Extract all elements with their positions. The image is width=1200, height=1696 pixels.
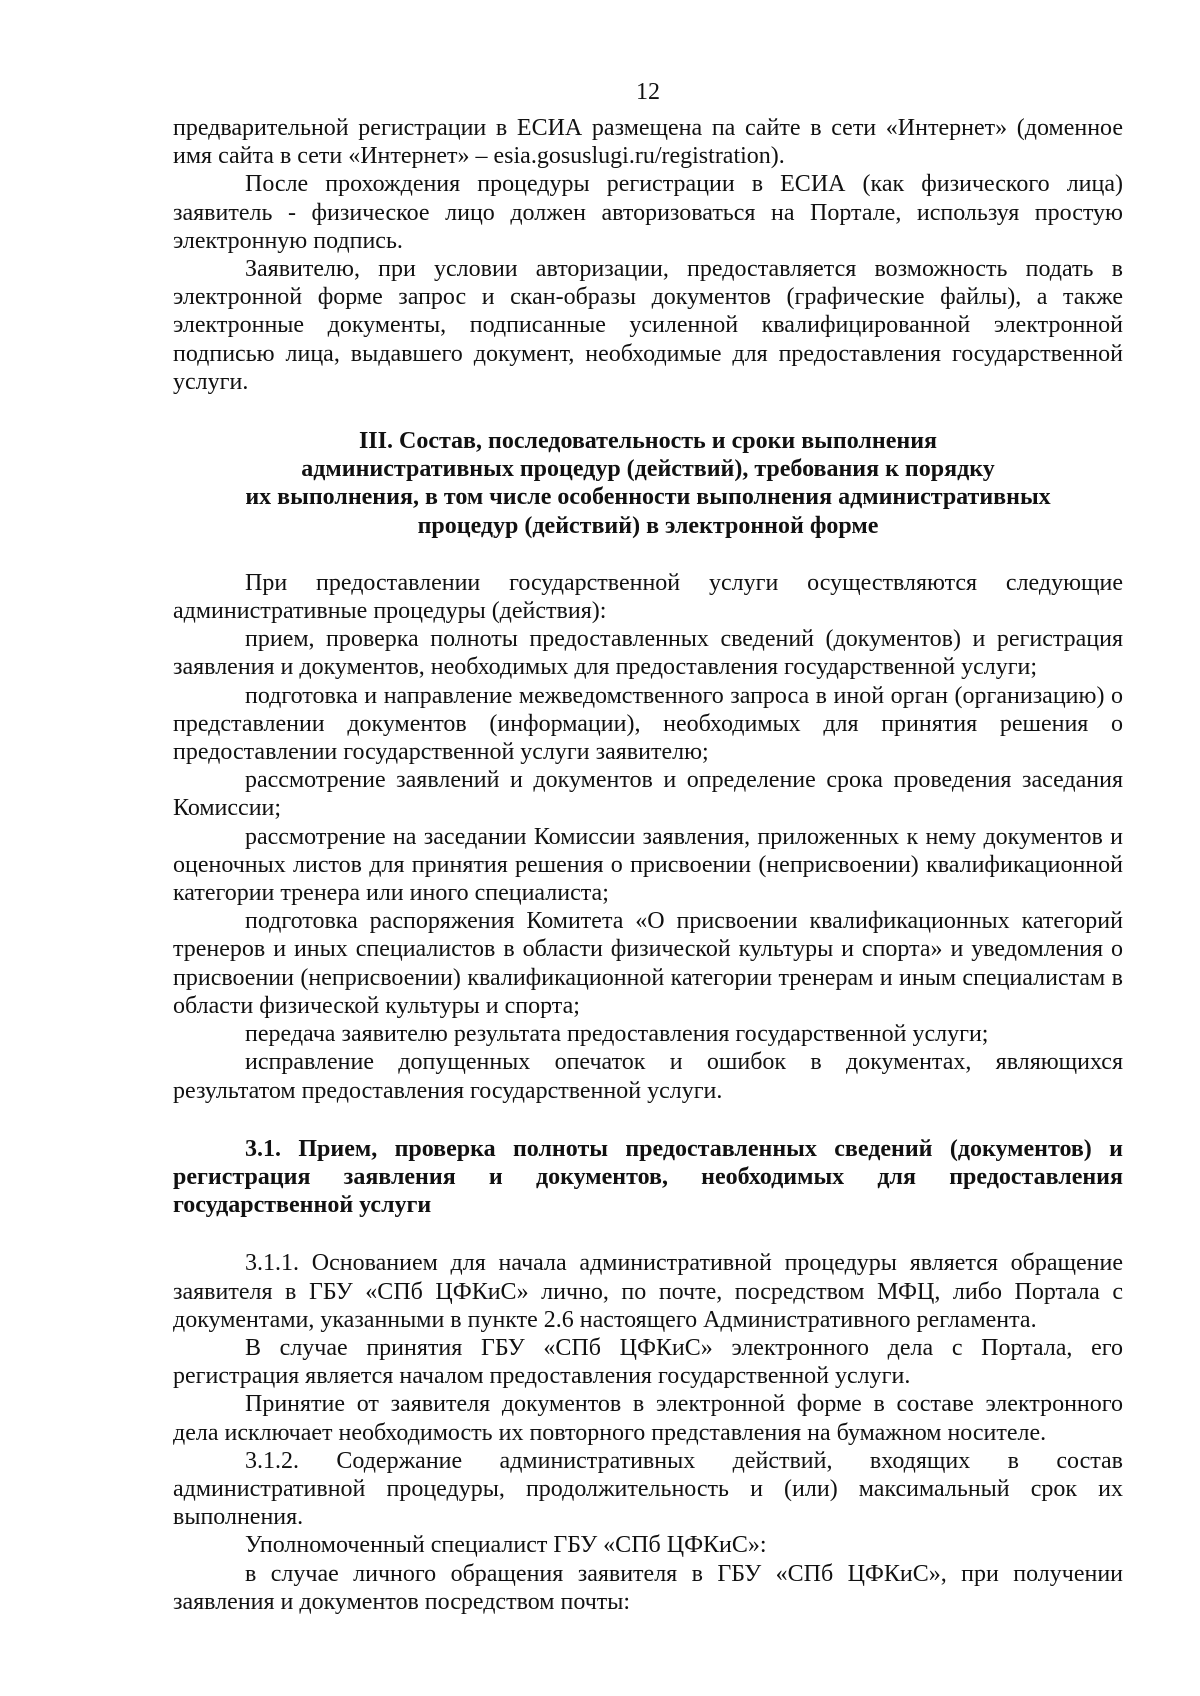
paragraph-procedure-item: прием, проверка полноты предоставленных сведений (документов) и регистрация заявления и документов, необходимых для предоставления государственной услуги; xyxy=(173,626,1123,681)
paragraph-procedure-item: исправление допущенных опечаток и ошибок в документах, являющихся результатом предоставления государственной услуги. xyxy=(173,1049,1123,1104)
paragraph-after-registration: После прохождения процедуры регистрации в ЕСИА (как физического лица) заявитель - физическое лицо должен авторизоваться на Портале, используя простую электронную подпись. xyxy=(173,171,1123,254)
paragraph-portal-registration: В случае принятия ГБУ «СПб ЦФКиС» электронного дела с Портала, его регистрация является началом предоставления государственной услуги. xyxy=(173,1334,1123,1390)
section-3-title-line: процедур (действий) в электронной форме xyxy=(417,512,879,539)
section-3-title-line: их выполнения, в том числе особенности выполнения административных xyxy=(245,484,1051,511)
section-3-title xyxy=(173,427,1123,540)
paragraph-procedure-item: подготовка и направление межведомственного запроса в иной орган (организацию) о представлении документов (информации), необходимых для принятия решения о предоставлении государственной услуги заявителю; xyxy=(173,682,1123,766)
document-body xyxy=(173,114,1123,1616)
paragraph-procedure-item: рассмотрение заявлений и документов и определение срока проведения заседания Комиссии; xyxy=(173,767,1123,822)
paragraph-authorized-specialist: Уполномоченный специалист ГБУ «СПб ЦФКиС»: xyxy=(245,1532,767,1559)
paragraph-3-1-1: 3.1.1. Основанием для начала административной процедуры является обращение заявителя в ГБУ «СПб ЦФКиС» лично, по почте, посредством МФЦ, либо Портала с документами, указанными в пункте 2.6 настоящего Административного регламента. xyxy=(173,1250,1123,1333)
paragraph-3-1-2: 3.1.2. Содержание административных действий, входящих в состав административной процедуры, продолжительность и (или) максимальный срок их выполнения. xyxy=(173,1447,1123,1531)
paragraph-procedure-item: подготовка распоряжения Комитета «О присвоении квалификационных категорий тренеров и иных специалистов в области физической культуры и спорта» и уведомления о присвоении (неприсвоении) квалификационной категории тренерам и иным специалистам в области физической культуры и спорта; xyxy=(173,908,1123,1019)
paragraph-procedure-item: рассмотрение на заседании Комиссии заявления, приложенных к нему документов и оценочных листов для принятия решения о присвоении (неприсвоении) квалификационной категории тренера или иного специалиста; xyxy=(173,823,1123,907)
section-3-title-line: административных процедур (действий), требования к порядку xyxy=(301,456,995,483)
paragraph-procedures-intro: При предоставлении государственной услуги осуществляются следующие административные процедуры (действия): xyxy=(173,569,1123,625)
subsection-3-1-title: 3.1. Прием, проверка полноты предоставленных сведений (документов) и регистрация заявления и документов, необходимых для предоставления государственной услуги xyxy=(173,1135,1123,1219)
paragraph-procedure-item: передача заявителю результата предоставления государственной услуги; xyxy=(245,1021,989,1048)
paragraph-esia-registration-info: предварительной регистрации в ЕСИА размещена па сайте в сети «Интернет» (доменное имя сайта в сети «Интернет» – esia.gosuslugi.ru/registration). xyxy=(173,115,1123,170)
section-3-title-line: III. Состав, последовательность и сроки выполнения xyxy=(358,428,938,455)
page-number: 12 xyxy=(636,79,660,105)
paragraph-applicant-authorization: Заявителю, при условии авторизации, предоставляется возможность подать в электронной форме запрос и скан-образы документов (графические файлы), а также электронные документы, подписанные усиленной квалифицированной электронной подписью лица, выдавшего документ, необходимые для предоставления государственной услуги. xyxy=(173,256,1123,395)
paragraph-personal-appeal: в случае личного обращения заявителя в ГБУ «СПб ЦФКиС», при получении заявления и документов посредством почты: xyxy=(173,1560,1123,1615)
paragraph-electronic-documents: Принятие от заявителя документов в электронной форме в составе электронного дела исключает необходимость их повторного представления на бумажном носителе. xyxy=(173,1391,1123,1446)
